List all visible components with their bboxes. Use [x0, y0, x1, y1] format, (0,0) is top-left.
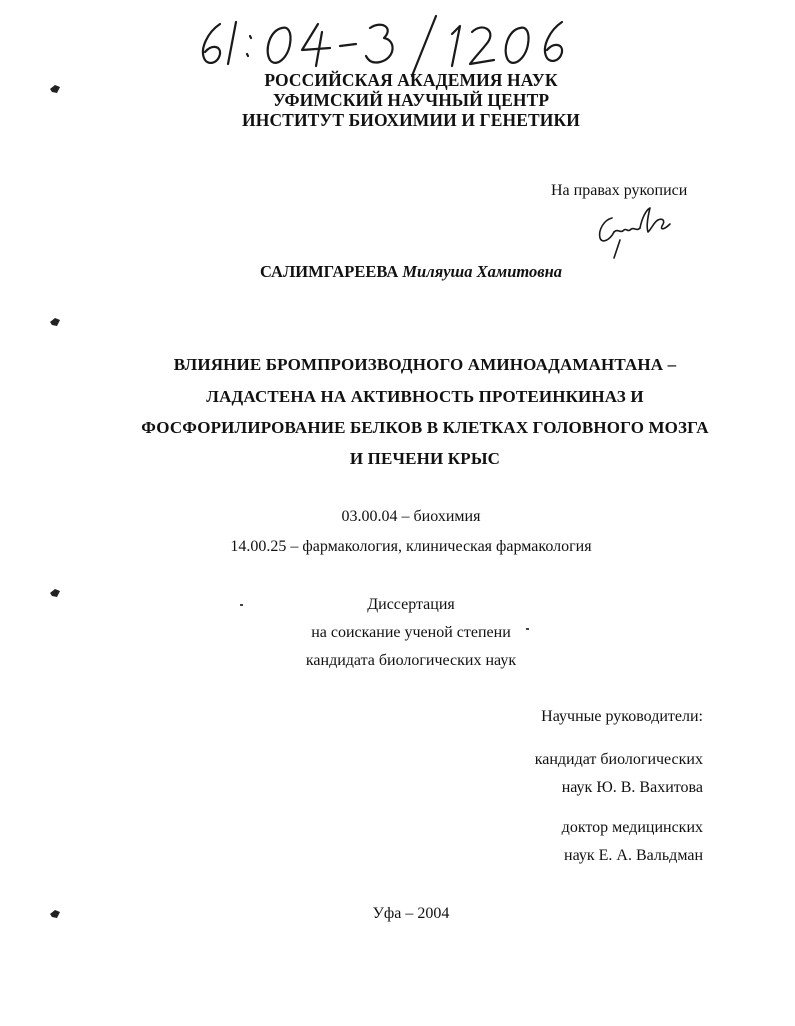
scan-speck	[240, 604, 243, 606]
title-line-2: ЛАДАСТЕНА НА АКТИВНОСТЬ ПРОТЕИНКИНАЗ И	[206, 387, 644, 406]
title-line-1: ВЛИЯНИЕ БРОМПРОИЗВОДНОГО АМИНОАДАМАНТАНА –	[173, 355, 677, 374]
author-name	[0, 262, 795, 282]
header-institute: ИНСТИТУТ БИОХИМИИ И ГЕНЕТИКИ	[242, 110, 580, 130]
signature-handwriting	[590, 200, 680, 260]
author-last-name: САЛИМГАРЕЕВА	[259, 262, 399, 281]
scan-mark-icon	[48, 907, 62, 919]
specialty-1: 03.00.04 – биохимия	[341, 508, 481, 525]
scan-mark-icon	[48, 315, 62, 327]
scan-mark-icon	[48, 586, 62, 598]
header-academy: РОССИЙСКАЯ АКАДЕМИЯ НАУК	[264, 70, 558, 90]
title-line-4: И ПЕЧЕНИ КРЫС	[349, 449, 501, 468]
signature	[590, 200, 680, 260]
supervisors-heading: Научные руководители:	[541, 708, 703, 725]
supervisor-1-name: наук Ю. В. Вахитова	[561, 779, 703, 796]
supervisor-2-name: наук Е. А. Вальдман	[564, 847, 703, 864]
dissertation-degree-field: кандидата биологических наук	[305, 652, 517, 669]
supervisor-2-degree: доктор медицинских	[561, 819, 703, 836]
header-center: УФИМСКИЙ НАУЧНЫЙ ЦЕНТР	[272, 90, 550, 110]
dissertation-label: Диссертация	[367, 596, 455, 613]
dissertation-degree-line: на соискание ученой степени	[311, 624, 511, 641]
author-first-names: Миляуша Хамитовна	[402, 262, 563, 281]
supervisor-1-degree: кандидат биологических	[534, 751, 703, 768]
specialty-2: 14.00.25 – фармакология, клиническая фармакология	[230, 538, 592, 555]
title-line-3: ФОСФОРИЛИРОВАНИЕ БЕЛКОВ В КЛЕТКАХ ГОЛОВНОГО МОЗГА	[141, 418, 709, 437]
rights-note: На правах рукописи	[551, 182, 688, 199]
scan-mark-icon	[48, 82, 62, 94]
scan-speck	[526, 628, 529, 630]
city-year: Уфа – 2004	[372, 905, 450, 922]
